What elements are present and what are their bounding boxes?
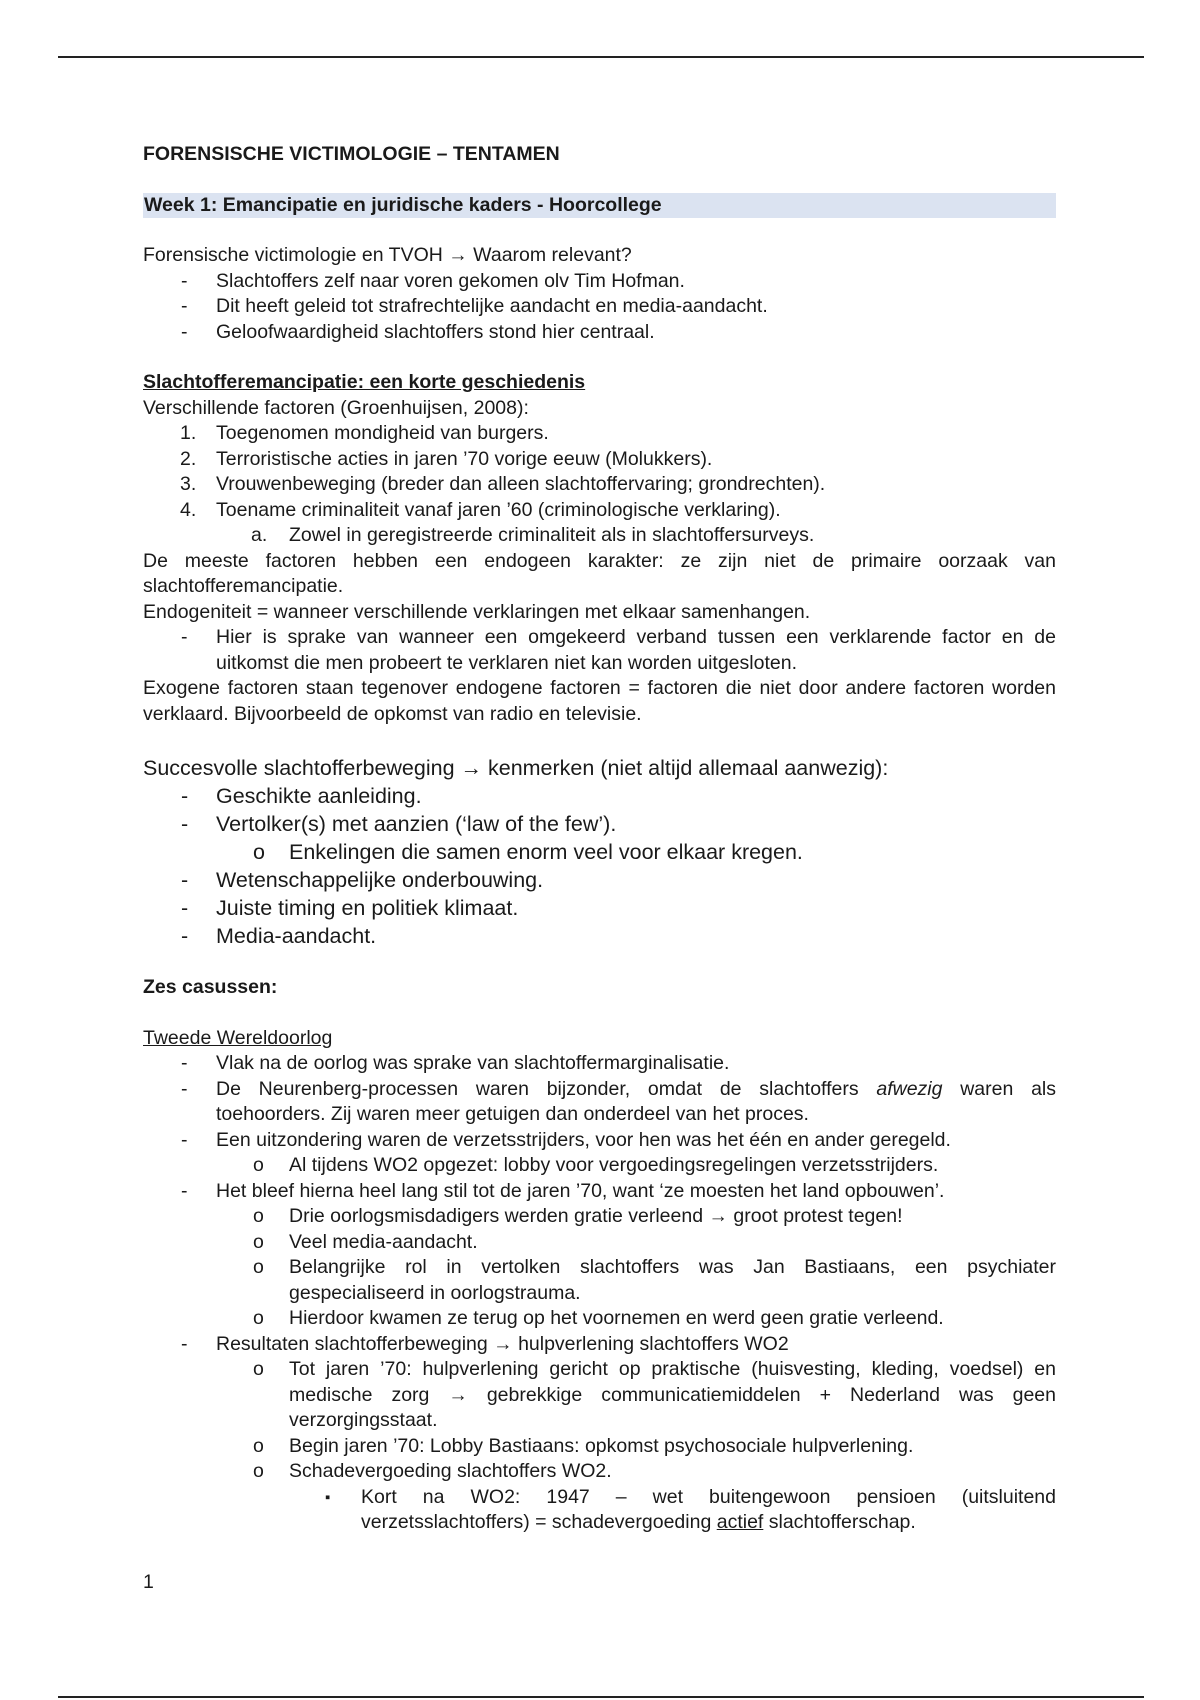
- section-heading-history: Slachtofferemancipatie: een korte geschiedenis: [143, 371, 586, 393]
- sub-list-item: o Tot jaren ’70: hulpverlening gericht op praktische (huisvesting, kleding, voedsel) en medische zorg → gebrekkige communicatiemiddelen + Nederland was geen verzorgingsstaat.: [253, 1358, 1056, 1431]
- list-item: - Hier is sprake van wanneer een omgekeerd verband tussen een verklarende factor en de uitkomst die men probeert te verklaren niet kan worden uitgesloten.: [181, 626, 1056, 674]
- cases-heading: Zes casussen:: [143, 976, 278, 998]
- list-item: - Het bleef hierna heel lang stil tot de jaren ’70, want ‘ze moesten het land opbouwen’.: [181, 1179, 945, 1202]
- numbered-item: 4. Toename criminaliteit vanaf jaren ’60 (criminologische verklaring).: [180, 498, 781, 521]
- list-item: - Vlak na de oorlog was sprake van slachtoffermarginalisatie.: [181, 1052, 730, 1074]
- sub-list-item: o Belangrijke rol in vertolken slachtoffers was Jan Bastiaans, een psychiater gespecialiseerd in oorlogstrauma.: [253, 1256, 1056, 1304]
- list-item: - Vertolker(s) met aanzien (‘law of the few’).: [181, 812, 617, 836]
- sub-list-item: o Veel media-aandacht.: [253, 1230, 478, 1253]
- intro-heading: Forensische victimologie en TVOH → Waarom relevant?: [143, 244, 632, 266]
- list-item: - De Neurenberg-processen waren bijzonder, omdat de slachtoffers afwezig waren als toehoorders. Zij waren meer getuigen dan onderdeel van het proces.: [181, 1077, 1056, 1125]
- list-item: - Dit heeft geleid tot strafrechtelijke aandacht en media-aandacht.: [181, 295, 768, 317]
- history-subheading: Verschillende factoren (Groenhuijsen, 2008):: [143, 396, 529, 419]
- document-page: [143, 142, 1056, 1536]
- sub-list-item: o Hierdoor kwamen ze terug op het voornemen en werd geen gratie verleend.: [253, 1307, 944, 1329]
- list-item: - Wetenschappelijke onderbouwing.: [181, 868, 544, 892]
- list-item: - Slachtoffers zelf naar voren gekomen olv Tim Hofman.: [181, 269, 685, 292]
- list-item: - Geloofwaardigheid slachtoffers stond hier centraal.: [181, 320, 655, 343]
- list-item: - Resultaten slachtofferbeweging → hulpverlening slachtoffers WO2: [181, 1332, 789, 1355]
- numbered-item: 1. Toegenomen mondigheid van burgers.: [180, 422, 549, 444]
- numbered-item: 3. Vrouwenbeweging (breder dan alleen slachtoffervaring; grondrechten).: [180, 473, 826, 495]
- sub-list-item: o Drie oorlogsmisdadigers werden gratie verleend → groot protest tegen!: [253, 1205, 903, 1227]
- list-item: - Een uitzondering waren de verzetsstrijders, voor hen was het één en ander geregeld.: [181, 1128, 951, 1151]
- page-number: 1: [143, 1571, 154, 1593]
- list-item: - Juiste timing en politiek klimaat.: [181, 896, 519, 920]
- case-heading-ww2: Tweede Wereldoorlog: [143, 1026, 333, 1049]
- sub-list-item: o Al tijdens WO2 opgezet: lobby voor vergoedingsregelingen verzetsstrijders.: [253, 1154, 939, 1176]
- sub-list-item: o Enkelingen die samen enorm veel voor elkaar kregen.: [253, 840, 803, 864]
- sub-list-item: o Begin jaren ’70: Lobby Bastiaans: opkomst psychosociale hulpverlening.: [253, 1434, 914, 1457]
- week-heading: Week 1: Emancipatie en juridische kaders - Hoorcollege: [143, 193, 1056, 219]
- paragraph: Exogene factoren staan tegenover endogene factoren = factoren die niet door andere factoren worden verklaard. Bijvoorbeeld de opkomst van radio en televisie.: [143, 677, 1056, 725]
- lettered-item: a. Zowel in geregistreerde criminaliteit als in slachtoffersurveys.: [251, 524, 815, 546]
- sub-sub-list-item: ▪ Kort na WO2: 1947 – wet buitengewoon pensioen (uitsluitend verzetsslachtoffers) = schadevergoeding actief slachtofferschap.: [325, 1485, 1056, 1533]
- paragraph: De meeste factoren hebben een endogeen karakter: ze zijn niet de primaire oorzaak van slachtofferemancipatie.: [143, 549, 1056, 597]
- list-item: - Geschikte aanleiding.: [181, 784, 422, 808]
- footer-rule: [58, 1696, 1144, 1698]
- sub-list-item: o Schadevergoeding slachtoffers WO2.: [253, 1460, 612, 1482]
- movement-heading: Succesvolle slachtofferbeweging → kenmerken (niet altijd allemaal aanwezig):: [143, 756, 889, 780]
- numbered-item: 2. Terroristische acties in jaren ’70 vorige eeuw (Molukkers).: [180, 447, 713, 470]
- header-rule: [58, 56, 1144, 58]
- paragraph: Endogeniteit = wanneer verschillende verklaringen met elkaar samenhangen.: [143, 600, 811, 623]
- list-item: - Media-aandacht.: [181, 924, 377, 948]
- document-title: FORENSISCHE VICTIMOLOGIE – TENTAMEN: [143, 143, 560, 165]
